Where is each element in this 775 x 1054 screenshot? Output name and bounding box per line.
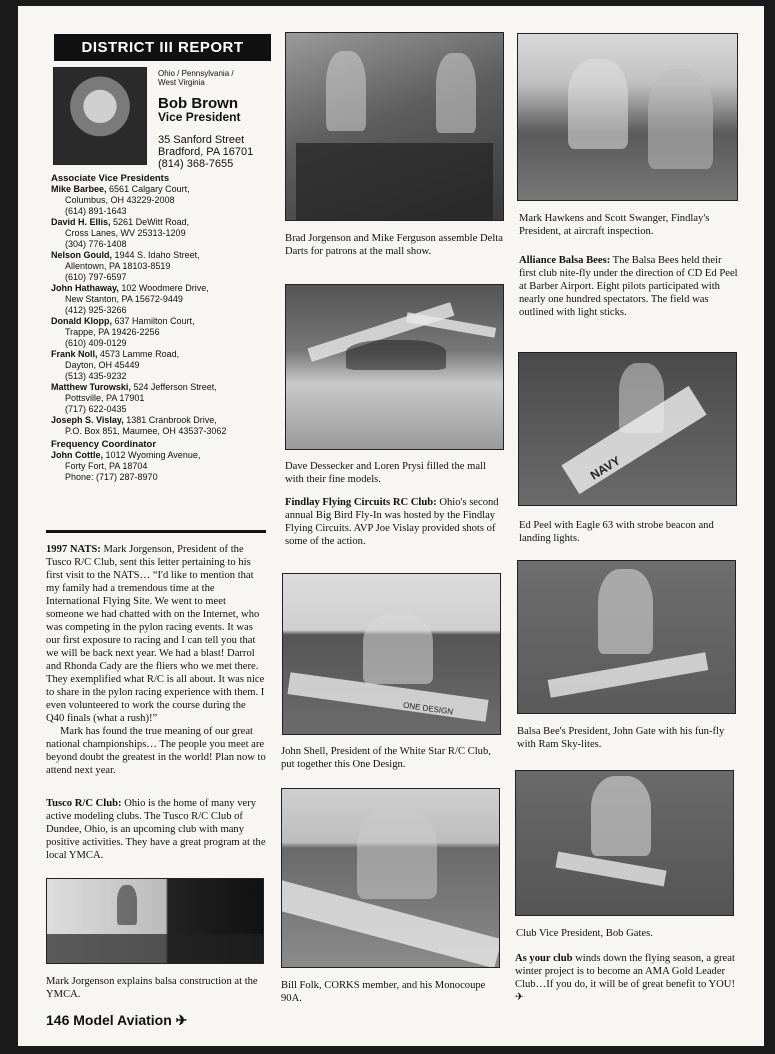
nats-article [46, 543, 266, 777]
associates-list [51, 173, 266, 483]
vp-region [158, 69, 234, 87]
associate-phone: (412) 925-3266 [65, 305, 127, 315]
associate-phone: (717) 622-0435 [65, 404, 127, 414]
vp-address-line1: 35 Sanford Street [158, 134, 245, 146]
associate-phone: (513) 435-9232 [65, 371, 127, 381]
club-article [515, 952, 739, 1004]
one-design-label: ONE DESIGN [402, 700, 454, 717]
findlay-text: Ohio's second annual Big Bird Fly-In was hosted by the Findlay Flying Circuits. AVP Joe Vislay provided shots of some of the action. [285, 497, 499, 547]
vp-portrait-photo [53, 67, 147, 165]
associate-phone: (304) 776-1408 [65, 239, 127, 249]
associate-city: Columbus, OH 43229-2008 [65, 195, 175, 205]
vp-address [158, 134, 253, 170]
tusco-text: Ohio is the home of many very active modeling clubs. The Tusco R/C Club of Dundee, Ohio, is an upcoming club with many positive activities. They have a great program at the local YMCA. [46, 798, 266, 861]
associate-street: 1381 Cranbrook Drive, [126, 415, 217, 425]
vp-region-line2: West Virginia [158, 78, 205, 87]
mall-models-photo [285, 284, 504, 450]
aircraft-inspection-photo [517, 33, 738, 201]
associate-name: Frank Noll, [51, 349, 98, 359]
alliance-lead: Alliance Balsa Bees: [519, 255, 611, 266]
caption-ymca: Mark Jorgenson explains balsa construction at the YMCA. [46, 976, 258, 1000]
associate-entry [51, 283, 266, 316]
associate-city: P.O. Box 851, Maumee, OH 43537-3062 [65, 426, 227, 436]
associate-entry [51, 217, 266, 250]
tusco-lead: Tusco R/C Club: [46, 798, 122, 809]
nats-text: Mark Jorgenson, President of the Tusco R/C Club, sent this letter pertaining to his first visit to the NATS… “I'd like to mention that my family had a tremendous time at the International Flying Site. We went to meet someone we had chatted with on the Internet, who was competing in the pylon racing events. It was our first exposure to racing and I can tell you that we will be back next year. We had a blast! Darrol and Rhonda Cady are the fliers who we met there. They exemplified what R/C is all about. It was nice to share in the pylon racing experience with them. I even volunteered to work the course during the Q40 finals (what a rush)!” [46, 544, 265, 724]
nats-lead: 1997 NATS: [46, 544, 101, 555]
vp-region-line1: Ohio / Pennsylvania / [158, 69, 234, 78]
alliance-article [519, 254, 739, 319]
caption-delta-darts: Brad Jorgenson and Mike Ferguson assemble Delta Darts for patrons at the mall show. [285, 233, 503, 257]
associate-city: New Stanton, PA 15672-9449 [65, 294, 183, 304]
tusco-article [46, 797, 266, 862]
associate-entry [51, 184, 266, 217]
vp-phone: (814) 368-7655 [158, 158, 234, 170]
associate-phone: (610) 797-6597 [65, 272, 127, 282]
associate-street: 6561 Calgary Court, [109, 184, 190, 194]
associate-entry [51, 349, 266, 382]
bob-gates-photo [515, 770, 734, 916]
fun-fly-photo [517, 560, 736, 714]
findlay-lead: Findlay Flying Circuits RC Club: [285, 497, 437, 508]
associates-heading: Associate Vice Presidents [51, 173, 170, 184]
associate-street: 637 Hamilton Court, [114, 316, 195, 326]
findlay-article [285, 496, 505, 548]
monocoupe-photo [281, 788, 500, 968]
associate-city: Pottsville, PA 17901 [65, 393, 145, 403]
caption-bob-gates: Club Vice President, Bob Gates. [516, 928, 653, 939]
alliance-text: The Balsa Bees held their first club nite-fly under the direction of CD Ed Peel at Barber Airport. Eight pilots participated with nearly one hundred spectators. The field was outlined with light sticks. [519, 255, 738, 318]
associate-city: Allentown, PA 18103-8519 [65, 261, 171, 271]
associate-street: 1944 S. Idaho Street, [114, 250, 200, 260]
associate-name: John Hathaway, [51, 283, 119, 293]
vp-address-line2: Bradford, PA 16701 [158, 146, 254, 158]
associate-city: Trappe, PA 19426-2256 [65, 327, 160, 337]
associate-street: 5261 DeWitt Road, [113, 217, 190, 227]
associate-city: Cross Lanes, WV 25313-1209 [65, 228, 186, 238]
navy-marking: NAVY [587, 453, 623, 483]
associate-city: Dayton, OH 45449 [65, 360, 140, 370]
associate-street: 524 Jefferson Street, [133, 382, 217, 392]
caption-mall-models: Dave Dessecker and Loren Prysi filled the mall with their fine models. [285, 461, 486, 485]
associate-entry [51, 415, 266, 437]
freq-name: John Cottle, [51, 450, 103, 460]
ymca-photo [46, 878, 264, 964]
caption-one-design: John Shell, President of the White Star R/C Club, put together this One Design. [281, 746, 491, 770]
freq-line2: Forty Fort, PA 18704 [65, 461, 148, 471]
airplane-icon: ✈ [175, 1012, 188, 1028]
caption-eagle-63: Ed Peel with Eagle 63 with strobe beacon and landing lights. [519, 520, 714, 544]
associate-entry [51, 316, 266, 349]
vp-title: Vice President [158, 110, 241, 124]
associate-name: Matthew Turowski, [51, 382, 131, 392]
associate-street: 102 Woodmere Drive, [121, 283, 209, 293]
nats-text2: Mark has found the true meaning of our great national championships… The people you meet are beyond doubt the greatest in the world! Plan now to attend next year. [46, 726, 266, 776]
associate-name: David H. Ellis, [51, 217, 111, 227]
magazine-name: Model Aviation [73, 1012, 172, 1028]
section-divider [46, 530, 266, 533]
vp-name: Bob Brown [158, 95, 238, 112]
freq-line1: 1012 Wyoming Avenue, [105, 450, 201, 460]
associate-name: Joseph S. Vislay, [51, 415, 124, 425]
eagle-63-photo [518, 352, 737, 506]
caption-aircraft-inspection: Mark Hawkens and Scott Swanger, Findlay's President, at aircraft inspection. [519, 213, 710, 237]
delta-darts-photo [285, 32, 504, 221]
page-footer [46, 1012, 187, 1029]
district-banner: DISTRICT III REPORT [54, 34, 271, 61]
freq-heading: Frequency Coordinator [51, 439, 157, 450]
associate-entry [51, 382, 266, 415]
caption-fun-fly: Balsa Bee's President, John Gate with his fun-fly with Ram Sky-lites. [517, 726, 725, 750]
club-lead: As your club [515, 953, 573, 964]
associate-phone: (610) 409-0129 [65, 338, 127, 348]
caption-monocoupe: Bill Folk, CORKS member, and his Monocoupe 90A. [281, 980, 486, 1004]
one-design-photo [282, 573, 501, 735]
club-text: winds down the flying season, a great winter project is to become an AMA Gold Leader Club…If you do, it will be of great benefit to YOU! ✈ [515, 953, 735, 1003]
associate-street: 4573 Lamme Road, [100, 349, 180, 359]
associate-name: Donald Klopp, [51, 316, 112, 326]
associate-name: Mike Barbee, [51, 184, 107, 194]
associate-entry [51, 250, 266, 283]
associate-phone: (614) 891-1643 [65, 206, 127, 216]
freq-line3: Phone: (717) 287-8970 [65, 472, 158, 482]
freq-entry [51, 450, 266, 483]
associate-name: Nelson Gould, [51, 250, 113, 260]
magazine-page [18, 6, 764, 1046]
page-number: 146 [46, 1012, 70, 1028]
